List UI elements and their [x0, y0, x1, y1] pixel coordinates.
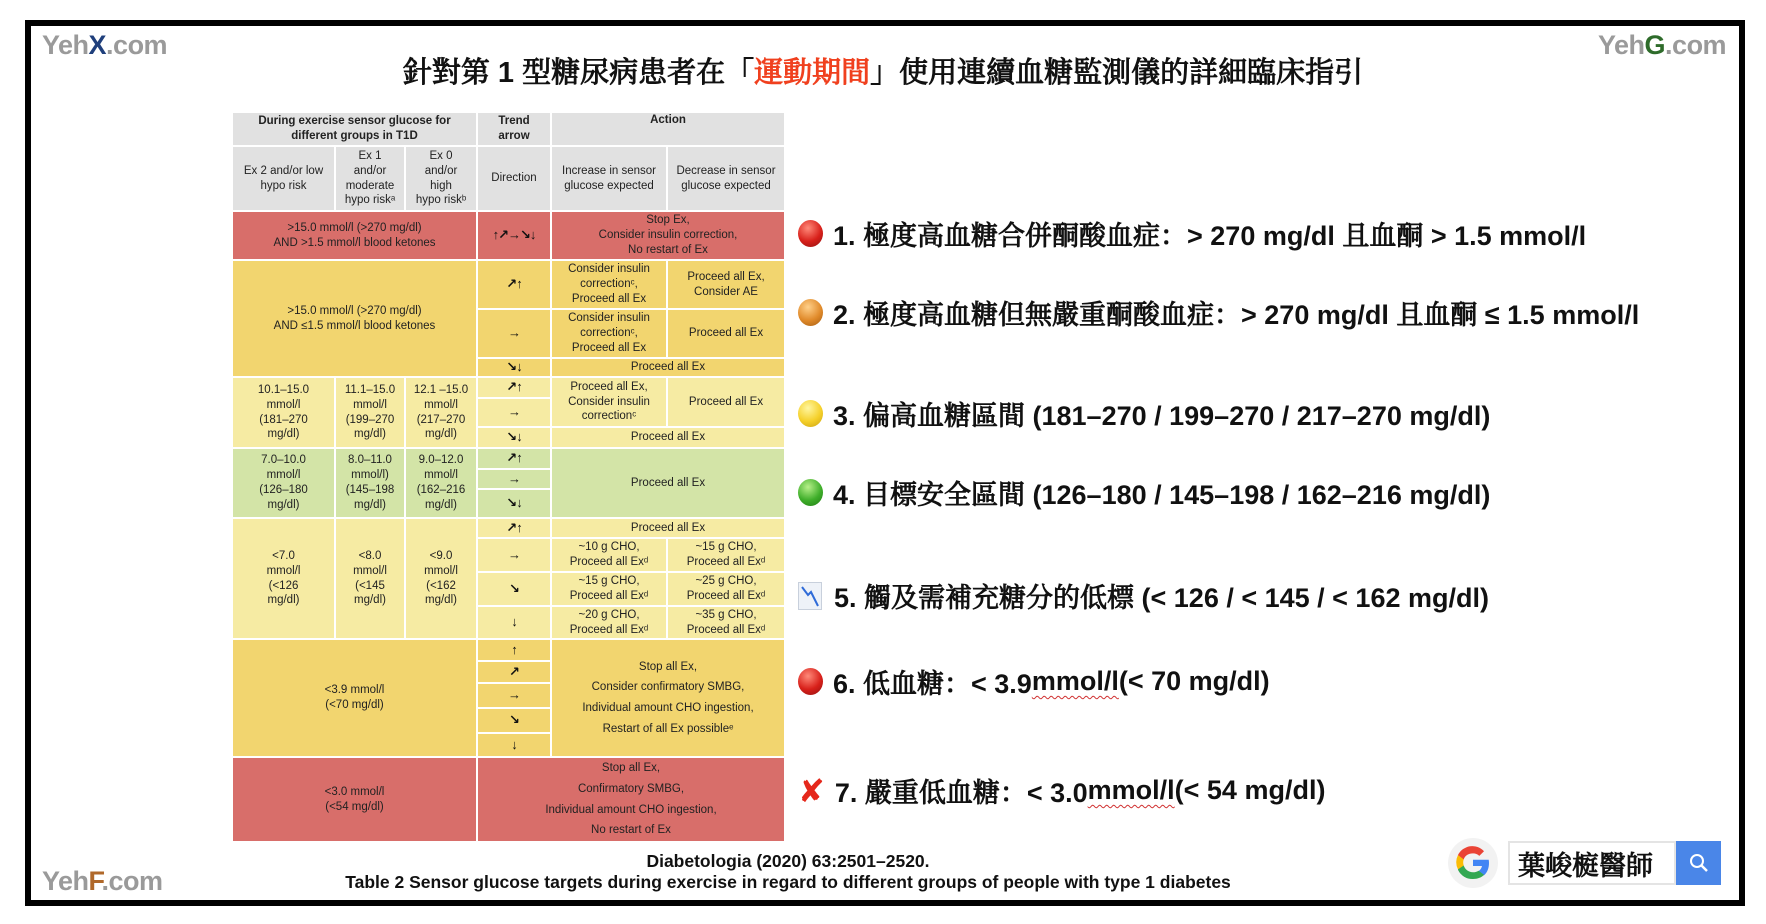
action-cell: ~15 g CHO, Proceed all Exᵈ — [551, 572, 667, 606]
action-cell: ~35 g CHO, Proceed all Exᵈ — [667, 606, 785, 639]
range-cell: >15.0 mmol/l (>270 mg/dl) AND >1.5 mmol/l blood ketones — [232, 211, 477, 260]
range-cell: <9.0 mmol/l (<162 mg/dl) — [405, 518, 477, 639]
trend-arrows: → — [477, 683, 551, 708]
action-cell: Consider insulin correctionᶜ, Proceed all Ex — [551, 309, 667, 358]
action-cell: ~10 g CHO, Proceed all Exᵈ — [551, 538, 667, 572]
legend-text: 1. 極度高血糖合併酮酸血症：> 270 mg/dl 且血酮 > 1.5 mmol/l — [833, 221, 1587, 251]
legend-text: 2. 極度高血糖但無嚴重酮酸血症：> 270 mg/dl 且血酮 ≤ 1.5 mmol/l — [833, 300, 1640, 330]
range-cell: 7.0–10.0 mmol/l (126–180 mg/dl) — [232, 448, 335, 518]
legend-text: 5. 觸及需補充糖分的低標 (< 126 / < 145 / < 162 mg/dl) — [834, 583, 1489, 613]
action-cell: Stop Ex, Consider insulin correction, No restart of Ex — [551, 211, 785, 260]
red-circle-icon — [798, 220, 823, 247]
logo-letter: G — [1644, 30, 1666, 60]
legend-item — [798, 293, 1639, 332]
action-cell: Proceed all Ex — [551, 358, 785, 377]
legend-item — [798, 394, 1490, 433]
legend-text: (< 54 mg/dl) — [1174, 775, 1326, 805]
logo-letter: F — [88, 866, 102, 896]
action-cell: Proceed all Ex — [551, 427, 785, 448]
range-cell: <7.0 mmol/l (<126 mg/dl) — [232, 518, 335, 639]
range-cell: >15.0 mmol/l (>270 mg/dl) AND ≤1.5 mmol/l blood ketones — [232, 260, 477, 377]
range-cell: <3.0 mmol/l (<54 mg/dl) — [232, 757, 477, 842]
trend-arrows: ↘↓ — [477, 427, 551, 448]
range-cell: <3.9 mmol/l (<70 mg/dl) — [232, 639, 477, 757]
header-trend-arrow: Trend arrow — [477, 112, 551, 146]
chart-decreasing-icon — [798, 582, 822, 610]
legend-item — [798, 473, 1490, 512]
logo-text: .com — [101, 866, 163, 896]
action-cell: Proceed all Ex, Consider AE — [667, 260, 785, 309]
logo-text: Yeh — [42, 866, 89, 896]
trend-arrows: → — [477, 469, 551, 489]
action-cell: ~15 g CHO, Proceed all Exᵈ — [667, 538, 785, 572]
logo-text: Yeh — [42, 30, 89, 60]
logo-letter: X — [88, 30, 107, 60]
action-cell: ~25 g CHO, Proceed all Exᵈ — [667, 572, 785, 606]
legend-item — [798, 662, 1270, 701]
trend-arrows: ↘↓ — [477, 489, 551, 518]
logo-text: .com — [106, 30, 168, 60]
title-text: 針對第 1 型糖尿病患者在「 — [402, 57, 755, 89]
header-increase: Increase in sensor glucose expected — [551, 146, 667, 211]
cross-mark-icon: ✘ — [798, 771, 825, 810]
header-action: Action — [551, 112, 785, 146]
action-cell: Proceed all Ex — [667, 309, 785, 358]
search-input[interactable]: 葉峻榳醫師 — [1508, 841, 1676, 885]
trend-arrows: ↓ — [477, 733, 551, 757]
legend-text: 7. 嚴重低血糖：< 3.0 — [834, 778, 1088, 808]
action-cell: Proceed all Ex — [551, 448, 785, 518]
legend-text: 3. 偏高血糖區間 (181–270 / 199–270 / 217–270 mg/dl) — [833, 401, 1491, 431]
google-search-widget[interactable] — [1448, 838, 1721, 888]
title-text: 」使用連續血糖監測儀的詳細臨床指引 — [870, 57, 1364, 89]
orange-circle-icon — [798, 299, 823, 326]
legend-item — [798, 771, 1325, 810]
action-cell: Stop all Ex, Consider confirmatory SMBG, Individual amount CHO ingestion, Restart of all Ex possibleᵉ — [551, 639, 785, 757]
legend-text: (< 70 mg/dl) — [1118, 666, 1270, 696]
search-icon — [1688, 852, 1710, 874]
header-ex1: Ex 1 and/or moderate hypo riskᵃ — [335, 146, 405, 211]
trend-arrows: ↘ — [477, 572, 551, 606]
action-cell: ~20 g CHO, Proceed all Exᵈ — [551, 606, 667, 639]
header-decrease: Decrease in sensor glucose expected — [667, 146, 785, 211]
header-direction: Direction — [477, 146, 551, 211]
title-highlight: 運動期間 — [754, 57, 871, 89]
legend-text: mmol/l — [1031, 666, 1119, 696]
trend-arrows: → — [477, 309, 551, 358]
page-title — [0, 50, 1766, 91]
range-cell: <8.0 mmol/l (<145 mg/dl) — [335, 518, 405, 639]
trend-arrows: ↘ — [477, 708, 551, 733]
range-cell: 11.1–15.0 mmol/l (199–270 mg/dl) — [335, 377, 405, 448]
legend-text: mmol/l — [1087, 775, 1175, 805]
green-circle-icon — [798, 479, 823, 506]
trend-arrows: ↑↗→↘↓ — [477, 211, 551, 260]
logo-text: .com — [1665, 30, 1727, 60]
action-cell: Proceed all Ex — [551, 518, 785, 538]
google-logo-icon — [1448, 838, 1498, 888]
trend-arrows: → — [477, 398, 551, 427]
legend-item — [798, 214, 1586, 253]
citation-journal: Diabetologia (2020) 63:2501–2520. — [646, 851, 930, 871]
header-groups: During exercise sensor glucose for different groups in T1D — [232, 112, 477, 146]
trend-arrows: ↘↓ — [477, 358, 551, 377]
action-cell: Proceed all Ex — [667, 377, 785, 427]
citation-caption: Table 2 Sensor glucose targets during exercise in regard to different groups of people with type 1 diabetes — [345, 872, 1231, 892]
trend-arrows: ↓ — [477, 606, 551, 639]
red-circle-icon — [798, 668, 823, 695]
trend-arrows: → — [477, 538, 551, 572]
range-cell: 12.1 –15.0 mmol/l (217–270 mg/dl) — [405, 377, 477, 448]
action-cell: Stop all Ex, Confirmatory SMBG, Individual amount CHO ingestion, No restart of Ex — [477, 757, 785, 842]
range-cell: 10.1–15.0 mmol/l (181–270 mg/dl) — [232, 377, 335, 448]
action-cell: Consider insulin correctionᶜ, Proceed all Ex — [551, 260, 667, 309]
action-cell: Proceed all Ex, Consider insulin correctionᶜ — [551, 377, 667, 427]
header-ex0: Ex 0 and/or high hypo riskᵇ — [405, 146, 477, 211]
trend-arrows: ↗↑ — [477, 448, 551, 469]
range-cell: 8.0–11.0 mmol/l) (145–198 mg/dl) — [335, 448, 405, 518]
yellow-circle-icon — [798, 400, 823, 427]
trend-arrows: ↑ — [477, 639, 551, 661]
glucose-targets-table — [231, 111, 786, 843]
range-cell: 9.0–12.0 mmol/l (162–216 mg/dl) — [405, 448, 477, 518]
legend-item — [798, 576, 1489, 615]
legend-text: 6. 低血糖：< 3.9 — [833, 669, 1032, 699]
logo-text: Yeh — [1598, 30, 1645, 60]
trend-arrows: ↗↑ — [477, 518, 551, 538]
header-ex2: Ex 2 and/or low hypo risk — [232, 146, 335, 211]
trend-arrows: ↗↑ — [477, 377, 551, 398]
legend-text: 4. 目標安全區間 (126–180 / 145–198 / 162–216 mg/dl) — [833, 480, 1491, 510]
trend-arrows: ↗↑ — [477, 260, 551, 309]
search-button[interactable] — [1676, 841, 1721, 885]
trend-arrows: ↗ — [477, 661, 551, 683]
